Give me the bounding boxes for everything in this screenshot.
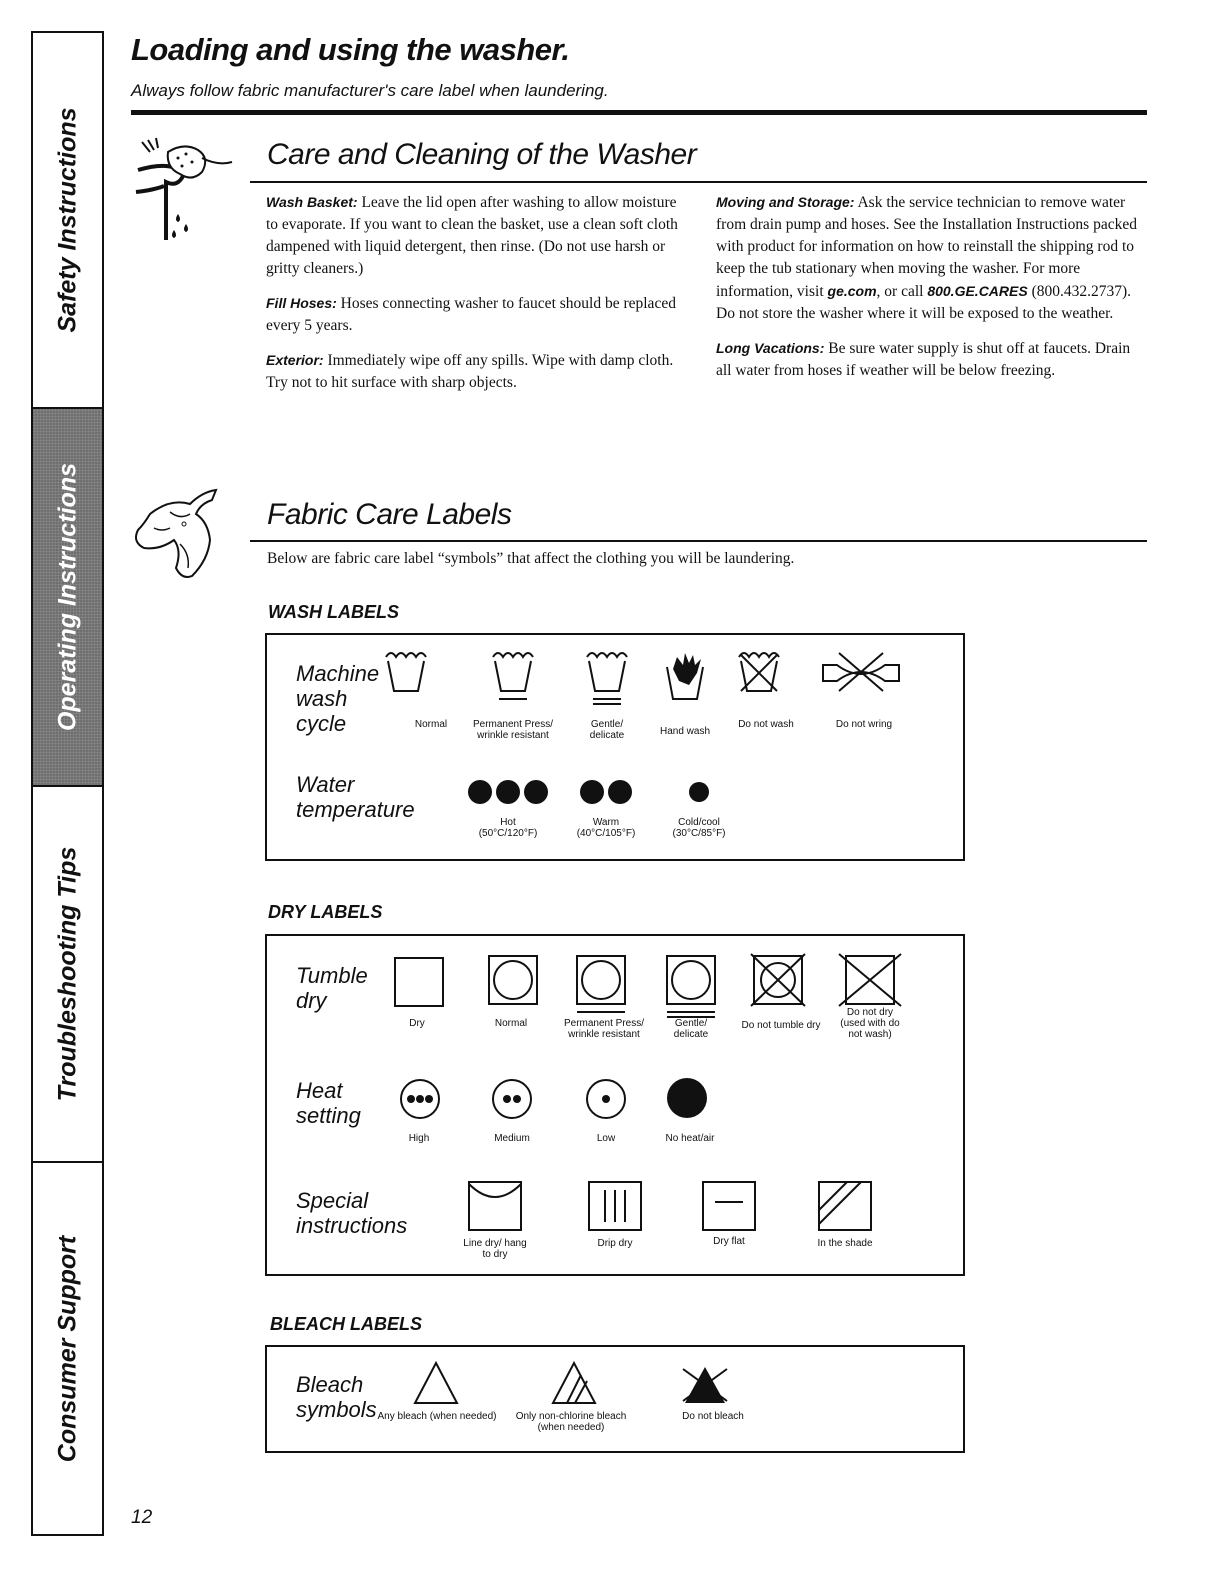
header-divider bbox=[131, 110, 1147, 115]
page-number: 12 bbox=[131, 1507, 153, 1528]
normal-dry-caption: Normal bbox=[494, 1018, 528, 1029]
fill-hoses-text: Hoses connecting washer to faucet should be replaced every 5 years. bbox=[266, 295, 676, 334]
tab-label: Operating Instructions bbox=[53, 462, 81, 732]
non-chlorine-bleach-icon bbox=[551, 1361, 597, 1405]
bleach-labels-box bbox=[265, 1345, 965, 1453]
vacations-text: Be sure water supply is shut off at faucets. Drain all water from hoses if weather will be below freezing. bbox=[716, 340, 1131, 379]
cold-name: Cold/cool bbox=[678, 817, 720, 828]
vacations-lead: Long Vacations: bbox=[716, 340, 825, 356]
tab-label: Troubleshooting Tips bbox=[53, 846, 81, 1102]
website-link[interactable]: ge.com bbox=[827, 283, 877, 299]
tab-consumer-support[interactable] bbox=[33, 1163, 102, 1534]
do-not-wring-icon bbox=[819, 649, 903, 695]
warm-range: (40°C/105°F) bbox=[576, 828, 636, 839]
drip-dry-caption: Drip dry bbox=[597, 1238, 633, 1249]
tab-operating-instructions[interactable] bbox=[33, 409, 102, 787]
hand-wash-icon bbox=[663, 651, 707, 703]
wash-labels-heading: WASH LABELS bbox=[268, 602, 400, 622]
permanent-press-dry-caption: Permanent Press/ wrinkle resistant bbox=[563, 1018, 645, 1040]
dry-labels-box bbox=[265, 934, 965, 1276]
hot-caption bbox=[479, 817, 538, 839]
no-heat-icon bbox=[665, 1076, 709, 1120]
medium-heat-icon bbox=[491, 1078, 533, 1120]
exterior-paragraph bbox=[266, 349, 682, 394]
moving-text-2: , or call bbox=[876, 283, 924, 300]
fabric-section-title: Fabric Care Labels bbox=[267, 498, 512, 531]
care-section-title: Care and Cleaning of the Washer bbox=[267, 138, 697, 171]
moving-text-3: (800.432.2737). Do not store the washer where it will be exposed to the weather. bbox=[716, 283, 1132, 322]
wash-labels-box bbox=[265, 633, 965, 861]
do-not-bleach-caption: Do not bleach bbox=[682, 1411, 744, 1422]
bleach-labels-heading: BLEACH LABELS bbox=[270, 1314, 422, 1334]
normal-caption: Normal bbox=[414, 719, 448, 730]
do-not-dry-caption: Do not dry (used with do not wash) bbox=[840, 1007, 900, 1040]
low-caption: Low bbox=[596, 1133, 616, 1144]
line-dry-icon bbox=[467, 1180, 523, 1232]
line-dry-caption: Line dry/ hang to dry bbox=[463, 1238, 527, 1260]
drip-dry-icon bbox=[587, 1180, 643, 1232]
in-the-shade-caption: In the shade bbox=[817, 1238, 873, 1249]
permanent-press-wash-icon bbox=[491, 649, 535, 705]
high-caption: High bbox=[408, 1133, 430, 1144]
moving-text: Ask the service technician to remove water from drain pump and hoses. See the Installation Instructions packed with product for information on how to reinstall the shipping rod to keep the tub stationary when moving the washer. For more information, visit bbox=[716, 194, 1137, 300]
tab-label: Safety Instructions bbox=[53, 107, 81, 333]
sidebar-tabs bbox=[31, 31, 104, 1536]
tab-safety-instructions[interactable] bbox=[33, 33, 102, 409]
moving-paragraph bbox=[716, 191, 1144, 325]
sponge-icon bbox=[132, 130, 250, 245]
shirt-icon bbox=[130, 484, 250, 584]
high-heat-icon bbox=[399, 1078, 441, 1120]
warm-temperature-icon bbox=[579, 778, 633, 806]
dry-caption: Dry bbox=[409, 1018, 425, 1029]
dry-labels-heading: DRY LABELS bbox=[268, 902, 383, 922]
do-not-wring-caption: Do not wring bbox=[835, 719, 893, 730]
do-not-tumble-dry-icon bbox=[749, 952, 807, 1008]
vacations-paragraph bbox=[716, 337, 1144, 382]
fill-hoses-paragraph bbox=[266, 292, 682, 337]
tab-troubleshooting-tips[interactable] bbox=[33, 787, 102, 1163]
do-not-wash-icon bbox=[737, 649, 781, 693]
dry-flat-icon bbox=[701, 1180, 757, 1232]
normal-wash-icon bbox=[384, 649, 428, 693]
gentle-wash-icon bbox=[585, 649, 629, 711]
permanent-press-caption: Permanent Press/ wrinkle resistant bbox=[472, 719, 554, 741]
exterior-text: Immediately wipe off any spills. Wipe with damp cloth. Try not to hit surface with sharp objects. bbox=[266, 352, 674, 391]
cold-range: (30°C/85°F) bbox=[672, 828, 726, 839]
any-bleach-icon bbox=[413, 1361, 459, 1405]
tumble-dry-label: Tumble dry bbox=[296, 963, 368, 1013]
do-not-dry-icon bbox=[837, 952, 903, 1008]
hand-wash-caption: Hand wash bbox=[659, 726, 711, 737]
exterior-lead: Exterior: bbox=[266, 352, 324, 368]
cold-caption bbox=[672, 817, 725, 839]
wash-basket-lead: Wash Basket: bbox=[266, 194, 358, 210]
gentle-caption: Gentle/ delicate bbox=[589, 719, 625, 741]
dry-icon bbox=[393, 956, 445, 1008]
special-instructions-label: Special instructions bbox=[296, 1188, 408, 1238]
bleach-symbols-label: Bleach symbols bbox=[296, 1372, 377, 1422]
warm-name: Warm bbox=[592, 817, 620, 828]
wash-basket-paragraph bbox=[266, 191, 682, 280]
hot-temperature-icon bbox=[467, 778, 549, 806]
non-chlorine-bleach-caption: Only non-chlorine bleach (when needed) bbox=[515, 1411, 627, 1433]
any-bleach-caption: Any bleach (when needed) bbox=[377, 1411, 497, 1422]
medium-caption: Medium bbox=[494, 1133, 530, 1144]
wash-basket-text: Leave the lid open after washing to allow moisture to evaporate. If you want to clean the basket, use a clean soft cloth dampened with liquid detergent, then rinse. (Do not use harsh or gritty cleaners.) bbox=[266, 194, 678, 277]
dry-flat-caption: Dry flat bbox=[713, 1236, 745, 1247]
care-section-divider bbox=[250, 181, 1147, 183]
machine-wash-label: Machine wash cycle bbox=[296, 661, 380, 736]
low-heat-icon bbox=[585, 1078, 627, 1120]
gentle-dry-icon bbox=[665, 954, 717, 1022]
do-not-bleach-icon bbox=[679, 1363, 731, 1405]
hot-range: (50°C/120°F) bbox=[478, 828, 538, 839]
fill-hoses-lead: Fill Hoses: bbox=[266, 295, 337, 311]
do-not-tumble-dry-caption: Do not tumble dry bbox=[741, 1020, 821, 1031]
do-not-wash-caption: Do not wash bbox=[738, 719, 794, 730]
moving-lead: Moving and Storage: bbox=[716, 194, 855, 210]
warm-caption bbox=[577, 817, 636, 839]
water-temperature-label: Water temperature bbox=[296, 772, 415, 822]
normal-tumble-dry-icon bbox=[487, 954, 539, 1006]
fabric-intro: Below are fabric care label “symbols” that affect the clothing you will be laundering. bbox=[267, 550, 795, 567]
no-heat-caption: No heat/air bbox=[665, 1133, 715, 1144]
hot-name: Hot bbox=[500, 817, 516, 828]
fabric-section-divider bbox=[250, 540, 1147, 542]
heat-setting-label: Heat setting bbox=[296, 1078, 361, 1128]
care-left-column bbox=[266, 191, 682, 406]
care-right-column bbox=[716, 191, 1144, 394]
phone-number: 800.GE.CARES bbox=[927, 283, 1028, 299]
page-subtitle: Always follow fabric manufacturer's care label when laundering. bbox=[131, 81, 609, 100]
permanent-press-dry-icon bbox=[575, 954, 627, 1018]
tab-label: Consumer Support bbox=[53, 1235, 81, 1462]
page-title: Loading and using the washer. bbox=[131, 32, 570, 67]
in-the-shade-icon bbox=[817, 1180, 873, 1232]
gentle-dry-caption: Gentle/ delicate bbox=[673, 1018, 709, 1040]
cold-temperature-icon bbox=[688, 781, 710, 803]
